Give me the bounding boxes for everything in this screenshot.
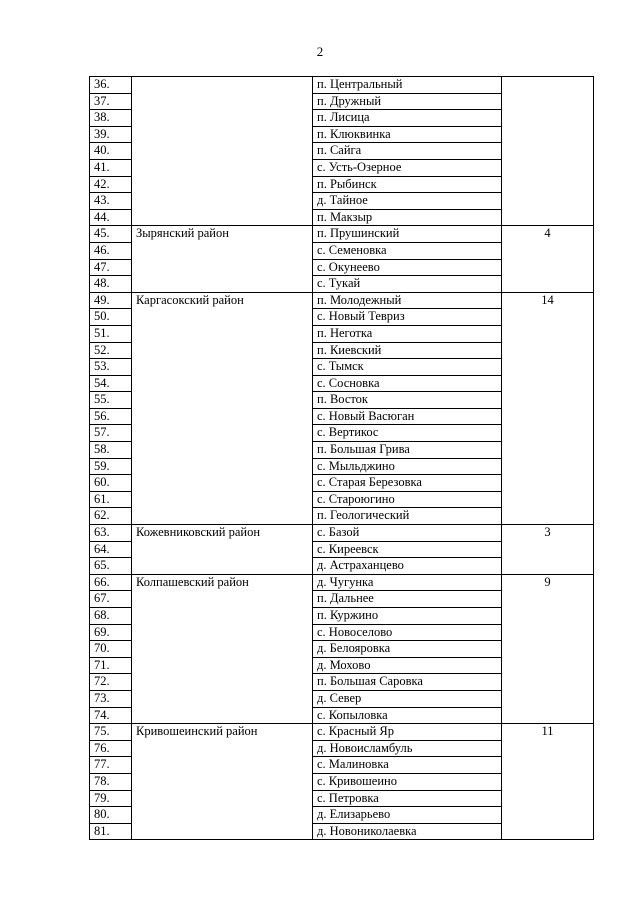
row-number-cell: 54.: [90, 375, 132, 392]
settlement-cell: д. Тайное: [313, 193, 502, 210]
settlement-cell: п. Большая Саровка: [313, 674, 502, 691]
row-number-cell: 38.: [90, 110, 132, 127]
row-number-cell: 70.: [90, 641, 132, 658]
row-number-cell: 55.: [90, 392, 132, 409]
settlement-cell: д. Новоисламбуль: [313, 740, 502, 757]
row-number-cell: 41.: [90, 159, 132, 176]
district-cell: Кожевниковский район: [132, 525, 313, 575]
row-number-cell: 65.: [90, 558, 132, 575]
row-number-cell: 51.: [90, 325, 132, 342]
settlement-cell: с. Киреевск: [313, 541, 502, 558]
settlement-cell: п. Клюквинка: [313, 126, 502, 143]
row-number-cell: 71.: [90, 657, 132, 674]
settlement-cell: п. Лисица: [313, 110, 502, 127]
settlement-cell: с. Вертикос: [313, 425, 502, 442]
settlement-cell: с. Усть-Озерное: [313, 159, 502, 176]
row-number-cell: 63.: [90, 525, 132, 542]
settlement-cell: п. Сайга: [313, 143, 502, 160]
settlement-cell: с. Старая Березовка: [313, 475, 502, 492]
settlement-cell: с. Новоселово: [313, 624, 502, 641]
row-number-cell: 50.: [90, 309, 132, 326]
row-number-cell: 66.: [90, 574, 132, 591]
table-row: [90, 292, 594, 309]
row-number-cell: 73.: [90, 690, 132, 707]
settlement-cell: д. Елизарьево: [313, 807, 502, 824]
row-number-cell: 74.: [90, 707, 132, 724]
row-number-cell: 58.: [90, 442, 132, 459]
row-number-cell: 72.: [90, 674, 132, 691]
settlement-cell: п. Дальнее: [313, 591, 502, 608]
settlement-cell: п. Молодежный: [313, 292, 502, 309]
row-number-cell: 49.: [90, 292, 132, 309]
settlement-cell: д. Мохово: [313, 657, 502, 674]
row-number-cell: 40.: [90, 143, 132, 160]
settlement-cell: с. Тукай: [313, 276, 502, 293]
settlement-cell: с. Петровка: [313, 790, 502, 807]
row-number-cell: 68.: [90, 608, 132, 625]
settlement-cell: п. Геологический: [313, 508, 502, 525]
settlement-cell: п. Дружный: [313, 93, 502, 110]
settlement-cell: с. Кривошеино: [313, 773, 502, 790]
row-number-cell: 69.: [90, 624, 132, 641]
row-number-cell: 67.: [90, 591, 132, 608]
row-number-cell: 36.: [90, 77, 132, 94]
district-cell: [132, 77, 313, 226]
settlement-cell: д. Белояровка: [313, 641, 502, 658]
row-number-cell: 75.: [90, 724, 132, 741]
settlement-cell: п. Рыбинск: [313, 176, 502, 193]
row-number-cell: 39.: [90, 126, 132, 143]
settlement-cell: с. Копыловка: [313, 707, 502, 724]
settlement-count-cell: 11: [502, 724, 594, 840]
settlement-count-cell: 3: [502, 525, 594, 575]
row-number-cell: 44.: [90, 209, 132, 226]
settlement-cell: с. Базой: [313, 525, 502, 542]
row-number-cell: 37.: [90, 93, 132, 110]
district-cell: Каргасокский район: [132, 292, 313, 524]
row-number-cell: 60.: [90, 475, 132, 492]
row-number-cell: 45.: [90, 226, 132, 243]
settlement-cell: с. Сосновка: [313, 375, 502, 392]
settlement-cell: п. Киевский: [313, 342, 502, 359]
row-number-cell: 42.: [90, 176, 132, 193]
row-number-cell: 52.: [90, 342, 132, 359]
row-number-cell: 53.: [90, 359, 132, 376]
settlement-cell: п. Макзыр: [313, 209, 502, 226]
row-number-cell: 62.: [90, 508, 132, 525]
row-number-cell: 64.: [90, 541, 132, 558]
table-row: [90, 724, 594, 741]
settlement-cell: с. Мыльджино: [313, 458, 502, 475]
settlement-count-cell: 9: [502, 574, 594, 723]
settlement-cell: д. Север: [313, 690, 502, 707]
row-number-cell: 61.: [90, 491, 132, 508]
settlements-table: [89, 76, 594, 840]
settlement-count-cell: 14: [502, 292, 594, 524]
row-number-cell: 80.: [90, 807, 132, 824]
row-number-cell: 56.: [90, 408, 132, 425]
row-number-cell: 77.: [90, 757, 132, 774]
settlement-cell: с. Окунеево: [313, 259, 502, 276]
settlement-count-cell: 4: [502, 226, 594, 292]
settlement-cell: с. Тымск: [313, 359, 502, 376]
table-row: [90, 525, 594, 542]
table-row: [90, 574, 594, 591]
settlement-cell: п. Восток: [313, 392, 502, 409]
row-number-cell: 57.: [90, 425, 132, 442]
district-cell: Зырянский район: [132, 226, 313, 292]
row-number-cell: 43.: [90, 193, 132, 210]
page-number: 2: [316, 44, 324, 59]
settlement-cell: с. Староюгино: [313, 491, 502, 508]
settlement-count-cell: [502, 77, 594, 226]
row-number-cell: 48.: [90, 276, 132, 293]
settlement-cell: с. Новый Тевриз: [313, 309, 502, 326]
row-number-cell: 78.: [90, 773, 132, 790]
row-number-cell: 59.: [90, 458, 132, 475]
row-number-cell: 79.: [90, 790, 132, 807]
table-row: [90, 77, 594, 94]
settlement-cell: п. Неготка: [313, 325, 502, 342]
settlement-cell: с. Красный Яр: [313, 724, 502, 741]
row-number-cell: 76.: [90, 740, 132, 757]
row-number-cell: 46.: [90, 242, 132, 259]
district-cell: Колпашевский район: [132, 574, 313, 723]
row-number-cell: 81.: [90, 823, 132, 840]
settlement-cell: п. Центральный: [313, 77, 502, 94]
settlement-cell: с. Семеновка: [313, 242, 502, 259]
settlement-cell: п. Куржино: [313, 608, 502, 625]
settlement-cell: д. Чугунка: [313, 574, 502, 591]
row-number-cell: 47.: [90, 259, 132, 276]
district-cell: Кривошеинский район: [132, 724, 313, 840]
settlement-cell: с. Малиновка: [313, 757, 502, 774]
table-row: [90, 226, 594, 243]
settlement-cell: д. Астраханцево: [313, 558, 502, 575]
settlement-cell: с. Новый Васюган: [313, 408, 502, 425]
settlement-cell: д. Новониколаевка: [313, 823, 502, 840]
settlement-cell: п. Прушинский: [313, 226, 502, 243]
settlement-cell: п. Большая Грива: [313, 442, 502, 459]
